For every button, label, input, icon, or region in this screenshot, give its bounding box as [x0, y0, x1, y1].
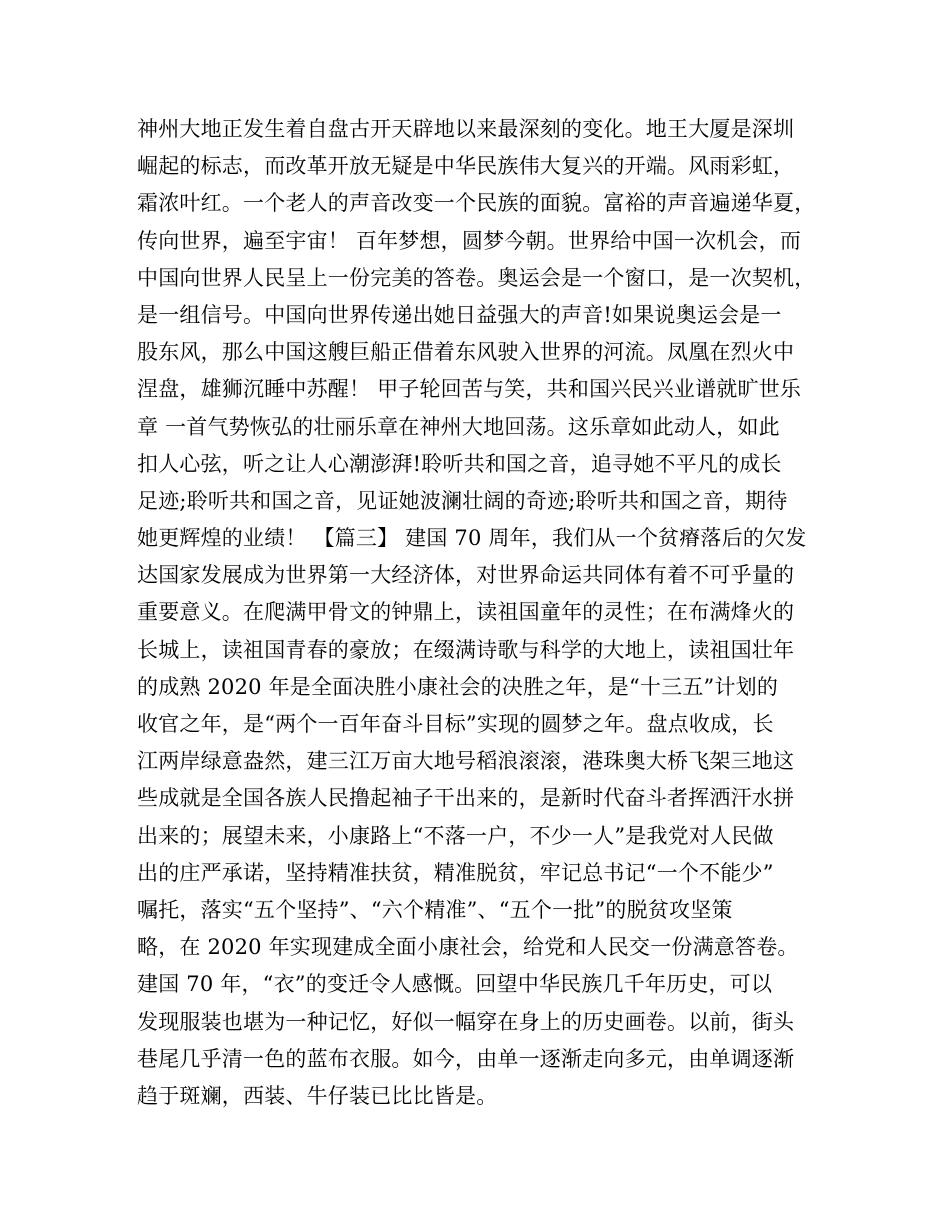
- text-line: 足迹;聆听共和国之音，见证她波澜壮阔的奇迹;聆听共和国之音，期待: [137, 488, 788, 513]
- text-line: 建国 70 年，“衣”的变迁令人感慨。回望中华民族几千年历史，可以: [137, 972, 773, 997]
- text-line: 章 一首气势恢弘的壮丽乐章在神州大地回荡。这乐章如此动人，如此: [137, 414, 780, 439]
- text-line: 的成熟 2020 年是全面决胜小康社会的决胜之年，是“十三五”计划的: [137, 674, 779, 699]
- text-line: 出来的；展望未来，小康路上“不落一户，不少一人”是我党对人民做: [137, 823, 774, 848]
- text-line: 趋于斑斓，西装、牛仔装已比比皆是。: [137, 1083, 498, 1108]
- text-line: 出的庄严承诺，坚持精准扶贫，精准脱贫，牢记总书记“一个不能少”: [137, 860, 774, 885]
- body-text: [137, 111, 817, 1115]
- text-line: 是一组信号。中国向世界传递出她日益强大的声音!如果说奥运会是一: [137, 302, 782, 327]
- text-line: 她更辉煌的业绩！ 【篇三】 建国 70 周年，我们从一个贫瘠落后的欠发: [137, 526, 807, 551]
- text-line: 些成就是全国各族人民撸起袖子干出来的，是新时代奋斗者挥洒汗水拼: [137, 786, 795, 811]
- text-line: 长城上，读祖国青春的豪放；在缀满诗歌与科学的大地上，读祖国壮年: [137, 637, 795, 662]
- text-line: 崛起的标志，而改革开放无疑是中华民族伟大复兴的开端。风雨彩虹，: [137, 154, 795, 179]
- text-line: 传向世界，遍至宇宙！ 百年梦想，圆梦今朝。世界给中国一次机会，而: [137, 228, 802, 253]
- text-line: 江两岸绿意盎然，建三江万亩大地号稻浪滚滚，港珠奥大桥飞架三地这: [137, 749, 795, 774]
- text-line: 神州大地正发生着自盘古开天辟地以来最深刻的变化。地王大厦是深圳: [137, 117, 795, 141]
- text-line: 扣人心弦，听之让人心潮澎湃!聆听共和国之音，追寻她不平凡的成长: [137, 451, 782, 476]
- text-line: 收官之年，是“两个一百年奋斗目标”实现的圆梦之年。盘点收成，长: [137, 712, 774, 736]
- text-line: 中国向世界人民呈上一份完美的答卷。奥运会是一个窗口，是一次契机，: [137, 265, 816, 290]
- text-line: 略，在 2020 年实现建成全面小康社会，给党和人民交一份满意答卷。: [137, 935, 799, 960]
- text-line: 股东风，那么中国这艘巨船正借着东风驶入世界的河流。凤凰在烈火中: [137, 340, 795, 365]
- text-line: 重要意义。在爬满甲骨文的钟鼎上，读祖国童年的灵性；在布满烽火的: [137, 600, 795, 625]
- text-line: 巷尾几乎清一色的蓝布衣服。如今，由单一逐渐走向多元，由单调逐渐: [137, 1046, 795, 1071]
- text-line: 涅盘，雄狮沉睡中苏醒！ 甲子轮回苦与笑，共和国兴民兴业谱就旷世乐: [137, 377, 802, 402]
- text-line: 嘱托，落实“五个坚持”、“六个精准”、“五个一批”的脱贫攻坚策: [137, 897, 733, 922]
- text-line: 霜浓叶红。一个老人的声音改变一个民族的面貌。富裕的声音遍递华夏，: [137, 191, 816, 216]
- text-line: 发现服装也堪为一种记忆，好似一幅穿在身上的历史画卷。以前，街头: [137, 1009, 795, 1034]
- text-line: 达国家发展成为世界第一大经济体，对世界命运共同体有着不可乎量的: [137, 563, 795, 588]
